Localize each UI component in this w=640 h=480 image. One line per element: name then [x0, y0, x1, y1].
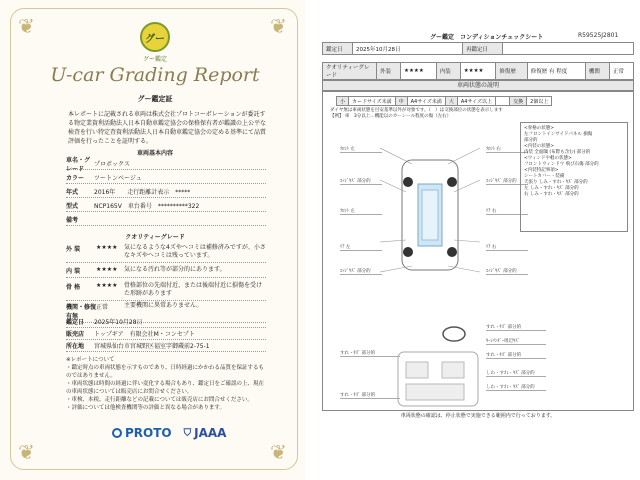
- intro-text: 本レポートに記載される車両は株式会社プロトコーポレーションが委託する物定業資利活動法人日本自動車鑑定協会の保格保有者が鑑識の上公平な検査を行い特定査資利活動法人日本自動車鑑定協会の定める基準にて品質評価を行ったことを証明する。: [68, 111, 267, 145]
- quality-frame: 骨 格 ★★★★ 骨格部位の先端付近、または後端付近に損傷を受けた形跡があります: [66, 280, 266, 301]
- condition-notes-box: <骨格の状態> 左フロントインサイドパネル 損傷 部分的 <内装の状態> 内装 全面隅 (布際も含む) 部分的 <ウィンドや軽の状態> フロントウィンドウ 飛び石傷 部分的 <内装特記事項> シートカバー・装備 天張り しみ・すれ・ｷｽﾞ 部分的 左 しみ・すれ・ｷｽﾞ 部分的 右 しみ・すれ・ｷｽﾞ 部分的: [520, 122, 628, 232]
- label-engine: 機関: [585, 63, 609, 80]
- part-label: ﾌﾛﾝﾄ 左: [340, 208, 382, 215]
- value-repair-history: 修復歴 有 程度: [527, 63, 585, 80]
- report-notes: ※レポートについて ・鑑定時点の車両状態を示すものであり、日時経過にかかわる品質を保証するものではありません。 ・車両状態は時間の経過に伴い変化する場合もあり、鑑定日をご確認の上、現在の車両状態については販売店にお問合せください。 ・車検、本税、走行距離などの記載については販売店にお問合せください。 ・評価については他検査機関等の評価と異なる場合があります。: [66, 357, 265, 411]
- ornament-icon: ❦: [270, 440, 287, 464]
- label-inspection-date: 鑑定日: [323, 43, 353, 55]
- interior-part-label: しわ・すれ・ｷｽﾞ 部分的: [486, 384, 546, 391]
- part-label: ﾘｱ 右: [486, 244, 528, 251]
- value-engine: 正常: [609, 63, 633, 80]
- size-blank: [496, 97, 510, 106]
- section-vehicle-basics: 車両基本内容: [136, 150, 173, 157]
- row-color: カラー ツートンベージュ: [66, 172, 266, 184]
- size-small-value: カードサイズ未満: [349, 97, 396, 106]
- badge-caption: グー鑑定: [142, 56, 167, 63]
- part-label: ﾘｱ 左: [340, 244, 382, 251]
- row-year: 年式 2016年 走行距離計表示 *****: [66, 186, 266, 198]
- grading-certificate: [0, 0, 305, 480]
- grade-table: [322, 62, 634, 80]
- row-inspection-date: 鑑定日 2025年10月28日: [66, 316, 266, 328]
- size-medium-label: 中: [395, 97, 407, 106]
- wheel-rear-left: [403, 247, 413, 257]
- ornament-icon: ❦: [270, 14, 287, 38]
- label-exterior: 外装: [377, 63, 401, 80]
- label-interior: 内装: [436, 63, 460, 80]
- wheel-rear-right: [447, 247, 457, 257]
- row-address: 所在地 宮城県仙台市宮城野区福室字御蔵前2-75-1: [66, 340, 266, 352]
- seat-front-left: [406, 362, 428, 378]
- part-label: ｴｯｼﾞｷｽﾞ 部分的: [486, 268, 528, 275]
- certificate-title: グー鑑定証: [137, 95, 173, 103]
- value-reinspection-date: [503, 43, 634, 55]
- part-label: ｴｯｼﾞｷｽﾞ 部分的: [486, 178, 528, 185]
- seat-front-right: [442, 362, 464, 378]
- interior-part-label: すれ・ｷｽﾞ 部分的: [340, 350, 400, 357]
- date-table: [322, 42, 634, 55]
- interior-part-label: すれ・ｷｽﾞ 部分的: [486, 352, 546, 359]
- interior-part-label: ｷｰｼﾘﾝﾀﾞｰ周辺ｷｽﾞ: [486, 338, 546, 345]
- jaaa-logo: ⛉ JAAA: [183, 426, 227, 440]
- section-quality-grade: クオリティーグレード: [125, 234, 185, 241]
- part-label: ｴｯｼﾞｷｽﾞ 部分的: [340, 268, 382, 275]
- quality-interior: 内 装 ★★★★ 気になる汚れ等が部分的にあります。: [66, 264, 266, 278]
- legend-text: ダイヤ無は車両状態を目安基準以外が対象です。（ ）は交換部位の状態を表示します 【例】 車 3分以上…機能以のカーシール程度の傷（左右）: [330, 108, 503, 119]
- car-roof: [422, 190, 438, 240]
- size-legend-table: [336, 96, 552, 106]
- part-label: ｴｯｼﾞｷｽﾞ 部分的: [340, 178, 382, 185]
- row-car-name: 車名・グレード プロボックス: [66, 158, 266, 170]
- value-interior: ★★★★: [460, 63, 496, 80]
- replace-value: 2個以上: [527, 97, 552, 106]
- interior-part-label: すれ・ｷｽﾞ 部分的: [486, 324, 546, 331]
- row-dealer: 販売店 トップギア 有限会社M・コンセプト: [66, 328, 266, 340]
- row-remarks: 備考: [66, 214, 266, 226]
- condition-heading: 車両状態の説明: [322, 80, 634, 91]
- label-repair-history: 修復歴: [496, 63, 527, 80]
- part-label: ﾘｱ 右: [486, 208, 528, 215]
- document-id: R59525J2801: [578, 32, 619, 39]
- ornament-icon: ❦: [18, 440, 35, 464]
- quality-engine: 機関・修復有無 正常 主要機関に異常ありません。: [66, 300, 266, 323]
- wheel-front-right: [447, 177, 457, 187]
- interior-part-label: しわ・すれ・ｷｽﾞ 部分的: [486, 370, 546, 377]
- steering-wheel-icon: [443, 327, 465, 341]
- size-small-label: 小: [337, 97, 349, 106]
- row-model: 型式 NCP165V 車台番号 **********322: [66, 200, 266, 212]
- value-inspection-date: 2025年10月28日: [353, 43, 463, 55]
- quality-exterior: 外 装 ★★★★ 気になるような4ズやヘコミは補修済みですが、小さなキズやヘコミは残っています。: [66, 242, 266, 263]
- ornament-icon: ❦: [18, 14, 35, 38]
- report-title: U-car Grading Report: [50, 64, 260, 86]
- goo-badge-logo: グー: [140, 22, 170, 52]
- proto-mark-icon: [112, 428, 122, 438]
- jaaa-mark-icon: ⛉: [183, 427, 192, 439]
- part-label: ﾌﾛﾝﾄ 左: [340, 146, 382, 153]
- proto-logo: PROTO: [112, 426, 172, 440]
- interior-part-label: すれ・ｷｽﾞ 部分的: [340, 392, 400, 399]
- wheel-front-left: [403, 177, 413, 187]
- size-large-value: A4サイズ以上: [457, 97, 495, 106]
- label-reinspection-date: 再鑑定日: [463, 43, 503, 55]
- part-label: ﾌﾛﾝﾄ 右: [486, 146, 528, 153]
- replace-label: 交換: [510, 97, 527, 106]
- label-quality-grade: クオリティーグレード: [323, 63, 377, 80]
- size-large-label: 大: [445, 97, 457, 106]
- size-medium-value: A4サイズ未満: [407, 97, 445, 106]
- seat-rear: [406, 384, 464, 400]
- footer-logos: [112, 426, 226, 440]
- value-exterior: ★★★★: [401, 63, 437, 80]
- sheet-title: グー鑑定 コンディションチェックシート: [430, 34, 544, 41]
- bottom-note: 車両状態の確認は、停止状態で実施できる範囲内で行っております。: [400, 413, 556, 419]
